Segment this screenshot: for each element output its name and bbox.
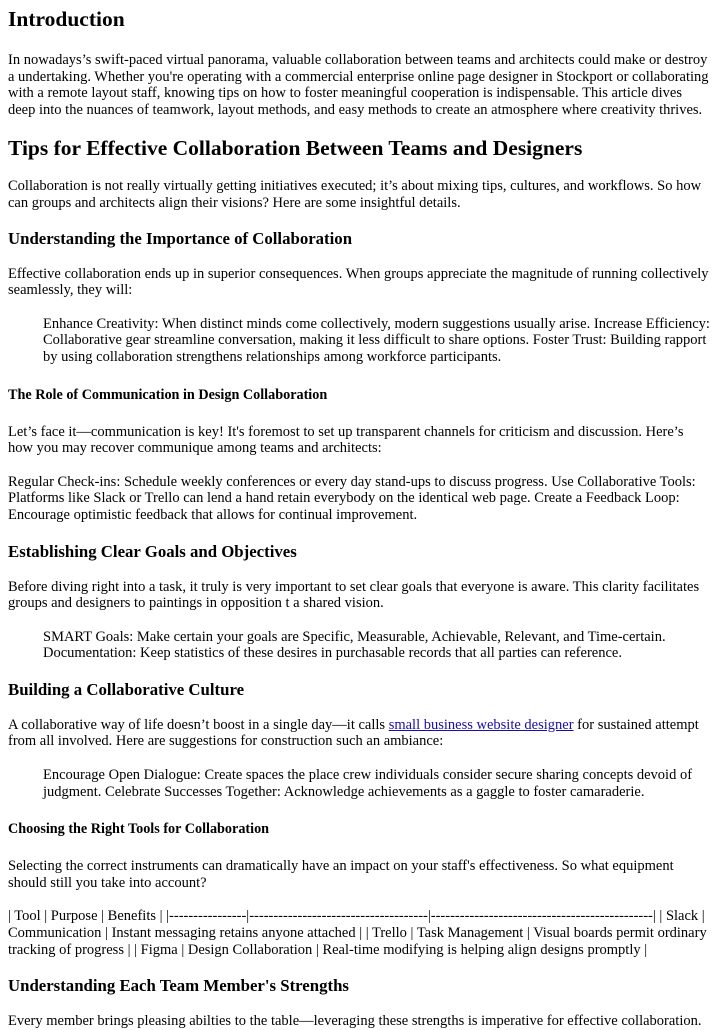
culture-paragraph	[8, 717, 712, 750]
article	[0, 7, 720, 1030]
importance-paragraph: Effective collaboration ends up in superior consequences. When groups appreciate the magnitude of running collectively seamlessly, they will:	[8, 265, 709, 299]
tips-paragraph: Collaboration is not really virtually getting initiatives executed; it’s about mixing tips, cultures, and workflows. So how can groups and architects align their visions? Here are some insightful details.	[8, 178, 702, 211]
importance-heading: Understanding the Importance of Collaboration	[8, 228, 353, 248]
tips-heading: Tips for Effective Collaboration Between Teams and Designers	[8, 136, 583, 161]
tools-heading: Choosing the Right Tools for Collaboration	[8, 821, 270, 838]
goals-heading: Establishing Clear Goals and Objectives	[8, 541, 297, 561]
intro-heading: Introduction	[8, 7, 125, 31]
communication-list-paragraph: Regular Check-ins: Schedule weekly conferences or every day stand-ups to discuss progress. Use Collaborative Tools: Platforms like Slack or Trello can lend a hand retain everybody on the identical web page. Create a Feedback Loop: Encourage optimistic feedback that allows for continual improvement.	[8, 473, 696, 523]
culture-heading: Building a Collaborative Culture	[8, 679, 245, 699]
strengths-heading: Understanding Each Team Member's Strengths	[8, 976, 349, 996]
goals-blockquote: SMART Goals: Make certain your goals are Specific, Measurable, Achievable, Relevant, and Time-certain. Documentation: Keep statistics of these desires in purchasable records that all parties can reference.	[43, 628, 666, 662]
strengths-paragraph: Every member brings pleasing abilties to the table—leveraging these strengths is imperative for effective collaboration.	[8, 1013, 702, 1030]
intro-paragraph: In nowadays’s swift-paced virtual panorama, valuable collaboration between teams and architects could make or destroy a undertaking. Whether you're operating with a commercial enterprise online page designer in Stockport or collaborating with a remote layout staff, knowing tips on how to foster meaningful cooperation is indispensable. This article dives deep into the nuances of teamwork, layout methods, and easy methods to create an atmosphere where creativity thrives.	[8, 52, 709, 118]
communication-paragraph: Let’s face it—communication is key! It's foremost to set up transparent channels for criticism and discussion. Here’s how you may recover communique among teams and architects:	[8, 423, 684, 457]
communication-heading: The Role of Communication in Design Collaboration	[8, 386, 328, 403]
tools-paragraph: Selecting the correct instruments can dramatically have an impact on your staff's effectiveness. So what equipment should still you take into account?	[8, 858, 674, 891]
small-business-website-designer-link[interactable]: small business website designer	[388, 716, 574, 733]
culture-text-before: A collaborative way of life doesn’t boost in a single day—it calls	[8, 716, 389, 733]
goals-paragraph: Before diving right into a task, it truly is very important to set clear goals that everyone is aware. This clarity facilitates groups and designers to paintings in opposition t a shared vision.	[8, 578, 700, 612]
importance-blockquote: Enhance Creativity: When distinct minds come collectively, modern suggestions usually arise. Increase Efficiency: Collaborative gear streamline conversation, making it less difficult to share options. Foster Trust: Building rapport by using collaboration strengthens relationships among workforce participants.	[43, 315, 710, 365]
culture-blockquote: Encourage Open Dialogue: Create spaces the place crew individuals consider secure sharing concepts devoid of judgment. Celebrate Successes Together: Acknowledge achievements as a gaggle to foster camaraderie.	[43, 767, 693, 800]
tools-markdown-table: | Tool | Purpose | Benefits | |----------------|-------------------------------------|----------------------------------------------| | Slack | Communication | Instant messaging retains anyone attached | | Trello | Task Management | Visual boards permit ordinary tracking of progress | | Figma | Design Collaboration | Real-time modifying is helping align designs promptly |	[8, 908, 707, 958]
culture-text-after: for sustained attempt from all involved. Here are suggestions for construction such an ambiance:	[8, 716, 699, 750]
